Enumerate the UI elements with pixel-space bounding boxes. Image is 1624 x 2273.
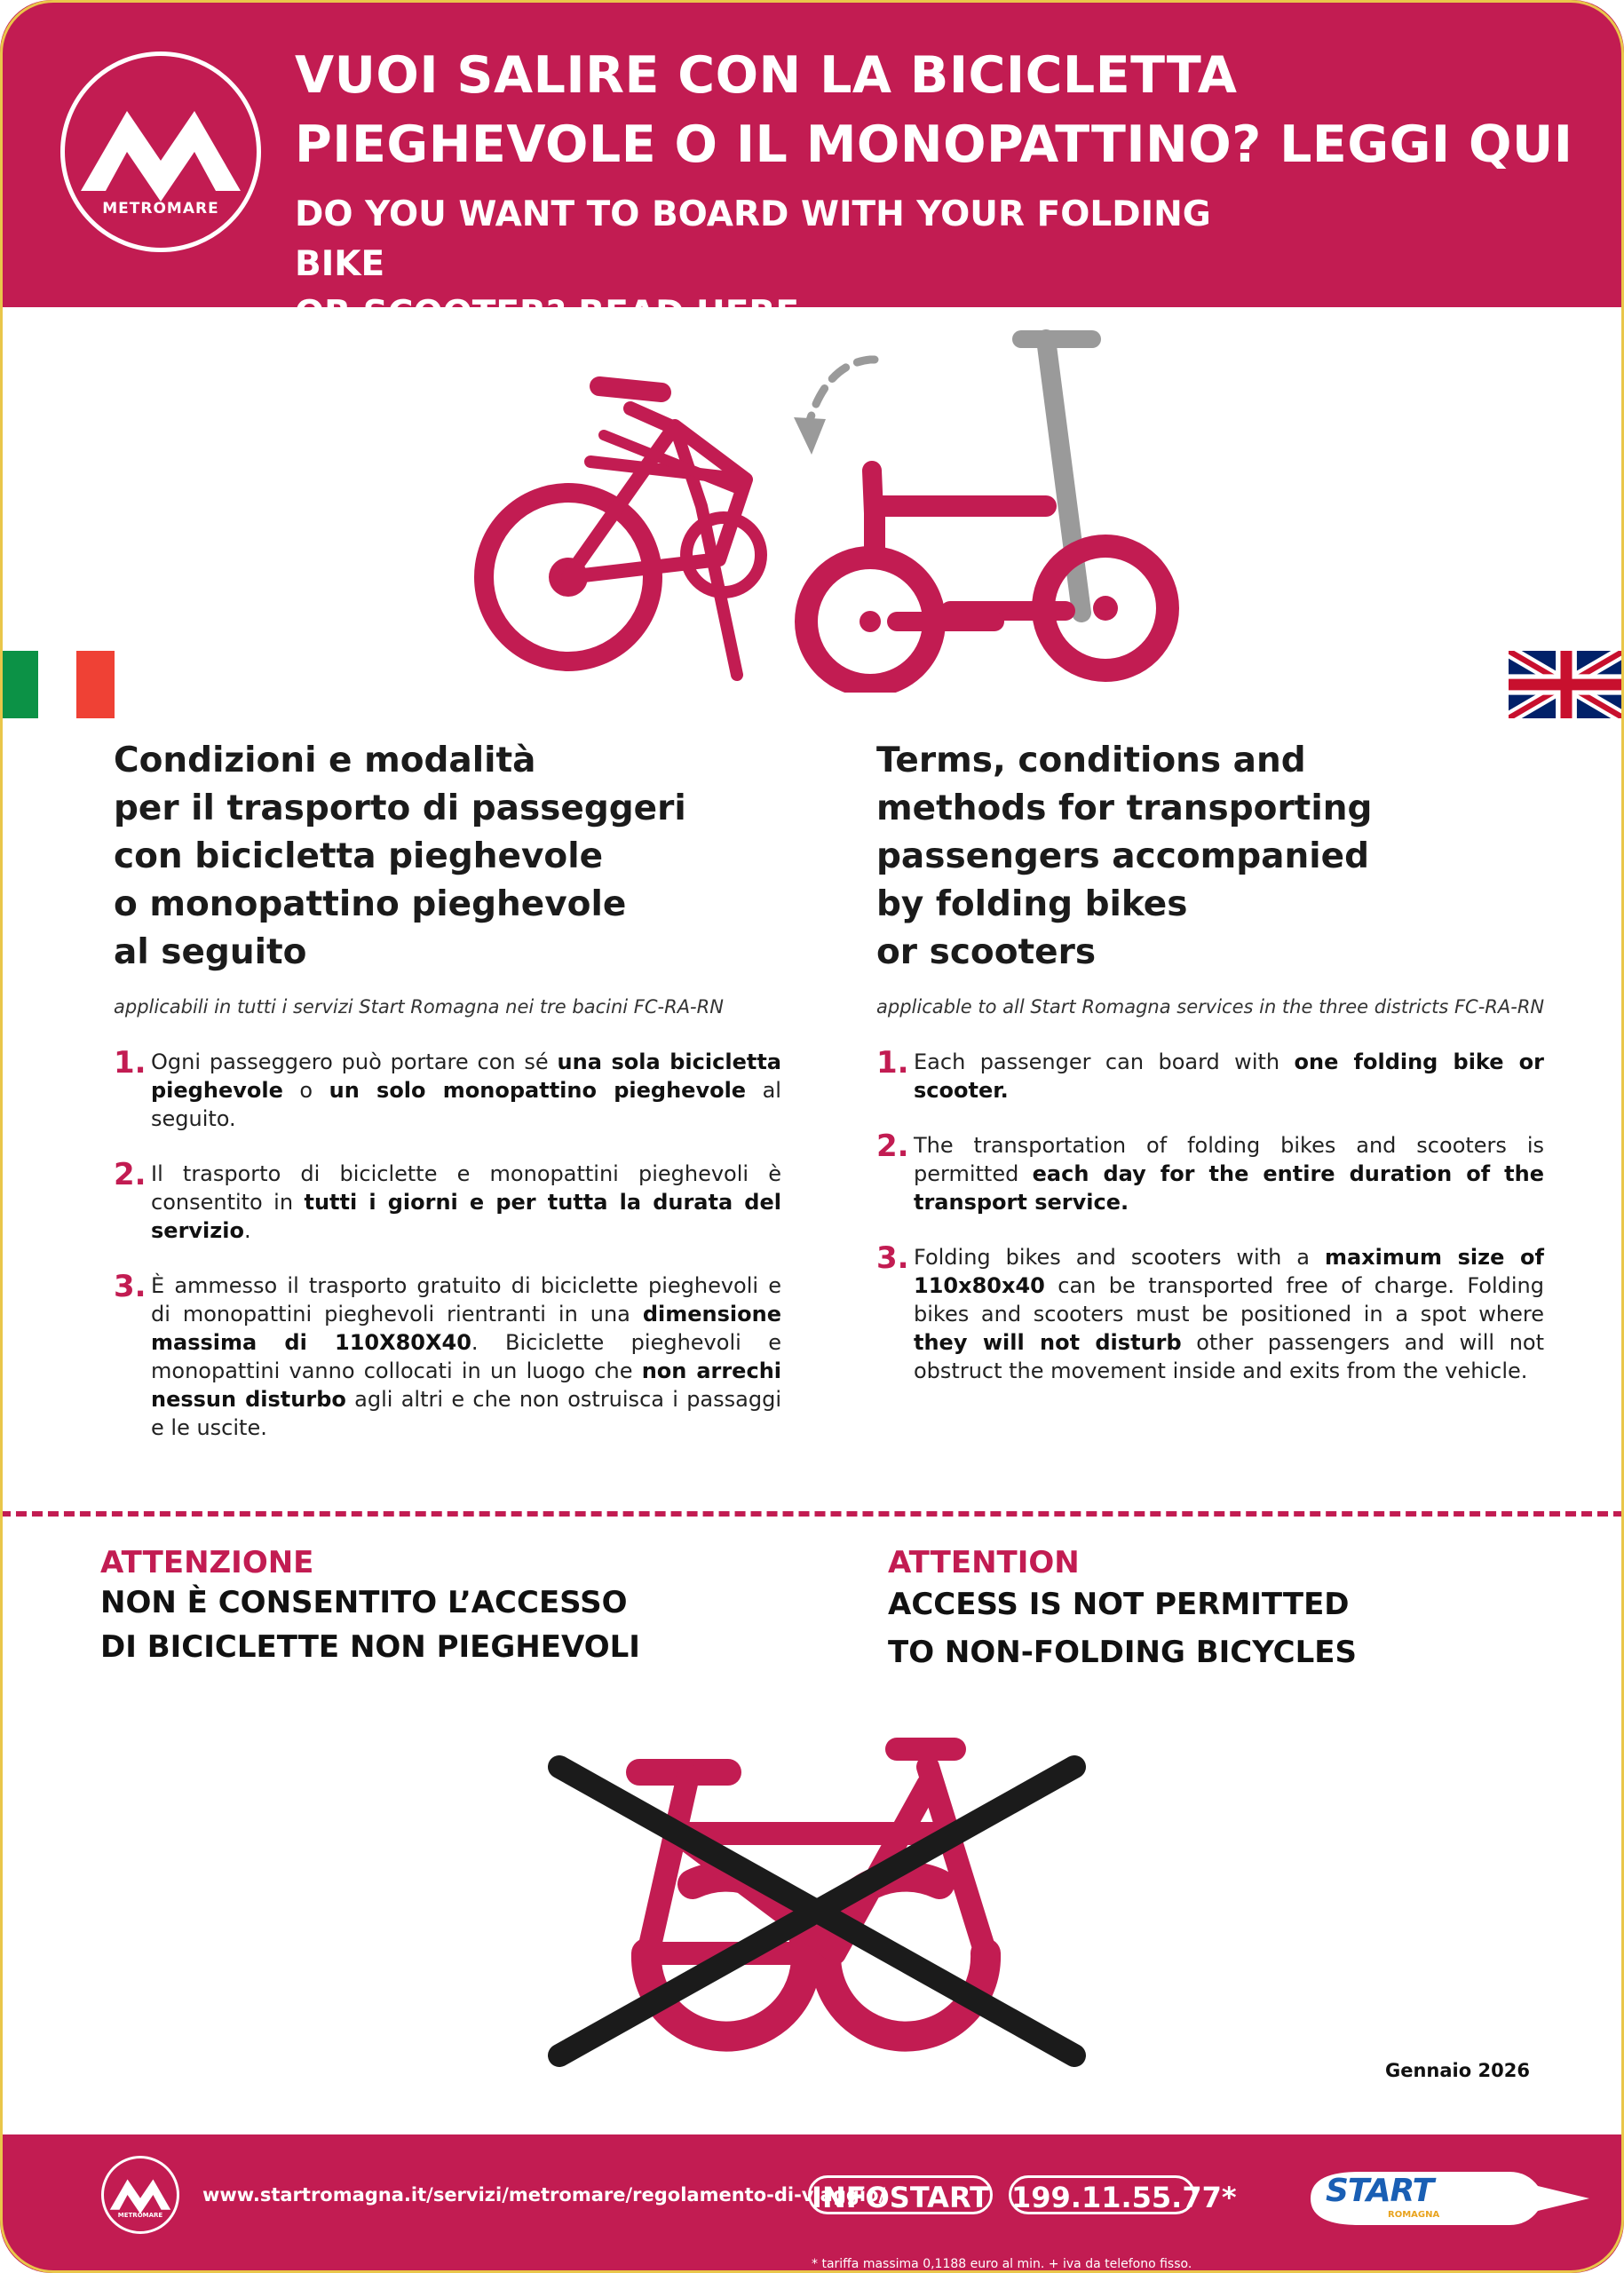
en-title-line: by folding bikes xyxy=(876,884,1188,924)
rule-text-segment: È ammesso il trasporto gratuito di biciclette pieghevoli e di monopattini pieghevoli rientranti in una xyxy=(151,1273,781,1327)
italian-subtitle: applicabili in tutti i servizi Start Romagna nei tre bacini FC-RA-RN xyxy=(114,996,724,1018)
italian-section xyxy=(114,737,788,1469)
rule-text-segment: al seguito. xyxy=(151,1078,781,1131)
title-en-line-1: DO YOU WANT TO BOARD WITH YOUR FOLDING BIKE xyxy=(295,194,1211,284)
rule-text-emphasis: un solo monopattino pieghevole xyxy=(329,1078,747,1103)
folding-bike-icon xyxy=(484,386,761,675)
rule-text xyxy=(151,1160,781,1245)
it-title-line: o monopattino pieghevole xyxy=(114,884,627,924)
rule-text-emphasis: tutti i giorni e per tutta la durata del servizio xyxy=(151,1190,781,1243)
rule-text-emphasis: they will not disturb xyxy=(914,1330,1182,1355)
it-title-line: al seguito xyxy=(114,932,307,972)
infostart-badge: INFOSTART xyxy=(808,2175,993,2214)
it-title-line: con bicicletta pieghevole xyxy=(114,836,604,876)
rule-text-emphasis: una sola bicicletta pieghevole xyxy=(151,1049,781,1103)
rule-item xyxy=(114,1045,781,1133)
rule-text-segment: . Biciclette pieghevoli e monopattini vanno collocati in un luogo che xyxy=(151,1330,782,1383)
rule-text xyxy=(151,1048,781,1133)
rule-text-emphasis: one folding bike or scooter. xyxy=(914,1049,1544,1103)
en-title-line: methods for transporting xyxy=(876,788,1373,828)
footer-logo-wordmark: METROMARE xyxy=(117,2212,163,2219)
rule-item xyxy=(114,1271,781,1442)
footer-metromare-logo xyxy=(101,2156,179,2234)
logo-wordmark: METROMARE xyxy=(102,200,219,218)
rule-number: 1. xyxy=(114,1045,147,1081)
rule-text xyxy=(151,1271,781,1442)
rule-item xyxy=(876,1045,1544,1105)
english-section xyxy=(876,737,1551,1412)
dashed-divider xyxy=(0,1511,1624,1517)
rule-text xyxy=(914,1131,1544,1216)
english-rules-list xyxy=(876,1045,1544,1385)
english-section-title xyxy=(876,737,1551,977)
attention-text xyxy=(100,1580,775,1669)
attention-italian xyxy=(100,1545,775,1669)
rule-text-segment: Il trasporto di biciclette e monopattini pieghevoli è consentito in xyxy=(151,1161,781,1215)
attention-label: ATTENZIONE xyxy=(100,1545,314,1580)
rule-text-emphasis: maximum size of 110x80x40 xyxy=(914,1245,1544,1298)
rule-text-segment: Ogni passeggero può portare con sé xyxy=(151,1049,558,1074)
rule-item xyxy=(876,1240,1544,1385)
rule-item xyxy=(114,1157,781,1245)
rule-number: 2. xyxy=(876,1129,909,1164)
it-title-line: per il trasporto di passeggeri xyxy=(114,788,686,828)
en-title-line: Terms, conditions and xyxy=(876,741,1306,780)
rule-number: 3. xyxy=(114,1269,147,1304)
footer-url-link[interactable]: www.startromagna.it/servizi/metromare/regolamento-di-viaggio/ xyxy=(202,2184,886,2206)
rule-number: 3. xyxy=(876,1240,909,1276)
tariff-note: * tariffa massima 0,1188 euro al min. + iva da telefono fisso. xyxy=(812,2257,1192,2271)
metromare-logo xyxy=(60,51,261,252)
title-it-line-2: PIEGHEVOLE O IL MONOPATTINO? LEGGI QUI xyxy=(295,115,1573,174)
phone-number-badge[interactable]: 199.11.55.77* xyxy=(1009,2175,1195,2214)
rule-number: 1. xyxy=(876,1045,909,1081)
issue-date: Gennaio 2026 xyxy=(1385,2060,1530,2081)
en-title-line: passengers accompanied xyxy=(876,836,1369,876)
rule-text-segment: can be transported free of charge. Folding bikes and scooters must be positioned in a spot where xyxy=(914,1273,1544,1327)
rule-text-segment: Each passenger can board with xyxy=(914,1049,1295,1074)
cross-mark xyxy=(559,1767,1074,2055)
italian-section-title xyxy=(114,737,788,977)
page-title-italian xyxy=(295,41,1600,179)
start-logo-subtext: ROMAGNA xyxy=(1388,2210,1440,2220)
attention-text xyxy=(888,1580,1563,1676)
italian-rules-list xyxy=(114,1045,782,1442)
attention-line: ACCESS IS NOT PERMITTED xyxy=(888,1587,1350,1622)
rule-item xyxy=(876,1131,1544,1216)
italy-flag-icon xyxy=(0,651,115,718)
rule-text-segment: agli altri e che non ostruisca i passaggi e le uscite. xyxy=(151,1387,781,1440)
rule-text xyxy=(914,1048,1544,1105)
metromare-m-icon xyxy=(104,2158,177,2231)
rule-text-segment: other passengers and will not obstruct the movement inside and exits from the vehicle. xyxy=(914,1330,1544,1383)
uk-flag-icon xyxy=(1509,651,1624,718)
en-title-line: or scooters xyxy=(876,932,1097,972)
no-bicycle-icon xyxy=(542,1731,1092,2078)
rule-text-segment: Folding bikes and scooters with a xyxy=(914,1245,1325,1270)
english-subtitle: applicable to all Start Romagna services in the three districts FC-RA-RN xyxy=(876,996,1545,1018)
attention-english xyxy=(888,1545,1563,1676)
rule-text-segment: o xyxy=(282,1078,329,1103)
it-title-line: Condizioni e modalità xyxy=(114,741,536,780)
folding-bike-and-scooter-illustration xyxy=(453,320,1181,693)
title-it-line-1: VUOI SALIRE CON LA BICICLETTA xyxy=(295,46,1238,105)
attention-line: TO NON-FOLDING BICYCLES xyxy=(888,1635,1357,1670)
page-title-english xyxy=(295,190,1271,339)
attention-line: DI BICICLETTE NON PIEGHEVOLI xyxy=(100,1629,640,1665)
attention-label: ATTENTION xyxy=(888,1545,1080,1580)
start-logo-text: START xyxy=(1326,2173,1434,2209)
rule-text-segment: . xyxy=(243,1218,251,1243)
attention-line: NON È CONSENTITO L’ACCESSO xyxy=(100,1585,628,1620)
folding-scooter-icon xyxy=(794,339,1168,685)
rule-text-emphasis: each day for the entire duration of the transport service. xyxy=(914,1161,1544,1215)
rule-text-segment: The transportation of folding bikes and scooters is permitted xyxy=(914,1133,1544,1186)
metromare-m-icon xyxy=(65,56,257,248)
rule-text-emphasis: dimensione massima di 110X80X40 xyxy=(151,1302,781,1355)
title-en-line-2: OR SCOOTER? READ HERE xyxy=(295,294,800,334)
rule-number: 2. xyxy=(114,1157,147,1192)
rule-text-emphasis: non arrechi nessun disturbo xyxy=(151,1358,781,1412)
rule-text xyxy=(914,1243,1544,1385)
